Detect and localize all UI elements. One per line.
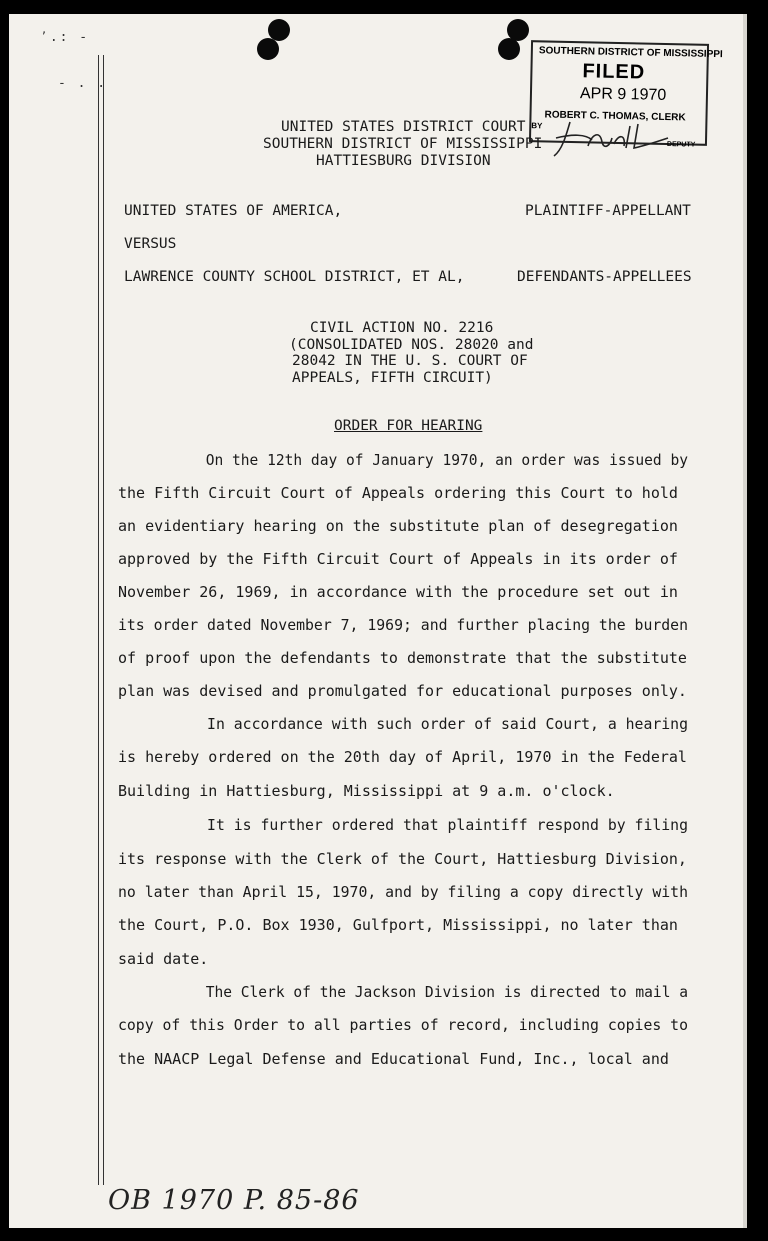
body-line: plan was devised and promulgated for educational purposes only. — [118, 682, 687, 700]
body-line: On the 12th day of January 1970, an order was issued by — [118, 451, 688, 469]
circuit-line: APPEALS, FIFTH CIRCUIT) — [292, 370, 493, 386]
plaintiff-role: PLAINTIFF-APPELLANT — [525, 203, 691, 219]
body-line: copy of this Order to all parties of record, including copies to — [118, 1016, 688, 1034]
stamp-status: FILED — [582, 60, 646, 84]
body-line: approved by the Fifth Circuit Court of Appeals in its order of — [118, 550, 678, 568]
speck-marks: - . . — [58, 76, 108, 91]
court-name: UNITED STATES DISTRICT COURT — [281, 119, 526, 135]
body-line: the Court, P.O. Box 1930, Gulfport, Mississippi, no later than — [118, 916, 678, 934]
court-district: SOUTHERN DISTRICT OF MISSISSIPPI — [263, 136, 543, 152]
civil-action-number: CIVIL ACTION NO. 2216 — [310, 320, 494, 336]
speck-marks: ՚.: - — [40, 30, 90, 45]
stamp-deputy: DEPUTY — [666, 141, 696, 149]
body-line: an evidentiary hearing on the substitute plan of desegregation — [118, 517, 678, 535]
handwritten-note: OB 1970 P. 85-86 — [108, 1185, 360, 1216]
body-line: Building in Hattiesburg, Mississippi at 9 a.m. o'clock. — [118, 782, 615, 800]
body-line: In accordance with such order of said Court, a hearing — [118, 715, 688, 733]
body-line: said date. — [118, 950, 209, 968]
body-line: is hereby ordered on the 20th day of April, 1970 in the Federal — [118, 748, 687, 766]
defendant-role: DEFENDANTS-APPELLEES — [517, 269, 692, 285]
page-edge — [743, 14, 747, 1228]
body-line: The Clerk of the Jackson Division is directed to mail a — [118, 983, 688, 1001]
body-line: its response with the Clerk of the Court, Hattiesburg Division, — [118, 850, 687, 868]
body-line: It is further ordered that plaintiff respond by filing — [118, 816, 688, 834]
punch-hole-4 — [498, 38, 520, 60]
stamp-clerk: ROBERT C. THOMAS, CLERK — [544, 109, 686, 124]
body-line: of proof upon the defendants to demonstrate that the substitute — [118, 649, 687, 667]
defendant-name: LAWRENCE COUNTY SCHOOL DISTRICT, ET AL, — [124, 269, 465, 285]
body-line: November 26, 1969, in accordance with the procedure set out in — [118, 583, 678, 601]
court-division: HATTIESBURG DIVISION — [316, 153, 491, 169]
court-of-appeals-line: 28042 IN THE U. S. COURT OF — [292, 353, 528, 369]
versus-label: VERSUS — [124, 236, 177, 252]
plaintiff-name: UNITED STATES OF AMERICA, — [124, 203, 343, 219]
body-line: the NAACP Legal Defense and Educational Fund, Inc., local and — [118, 1050, 669, 1068]
body-line: no later than April 15, 1970, and by filing a copy directly with — [118, 883, 688, 901]
consolidated-line: (CONSOLIDATED NOS. 28020 and — [289, 337, 534, 353]
stamp-by: BY — [531, 121, 543, 131]
deputy-signature — [552, 116, 672, 160]
body-line: its order dated November 7, 1969; and further placing the burden — [118, 616, 688, 634]
punch-hole-2 — [257, 38, 279, 60]
stamp-district: SOUTHERN DISTRICT OF MISSISSIPPI — [538, 45, 723, 61]
body-line: the Fifth Circuit Court of Appeals ordering this Court to hold — [118, 484, 678, 502]
stamp-date: APR 9 1970 — [579, 85, 667, 104]
order-title: ORDER FOR HEARING — [334, 418, 483, 434]
left-margin-rule — [98, 55, 104, 1185]
